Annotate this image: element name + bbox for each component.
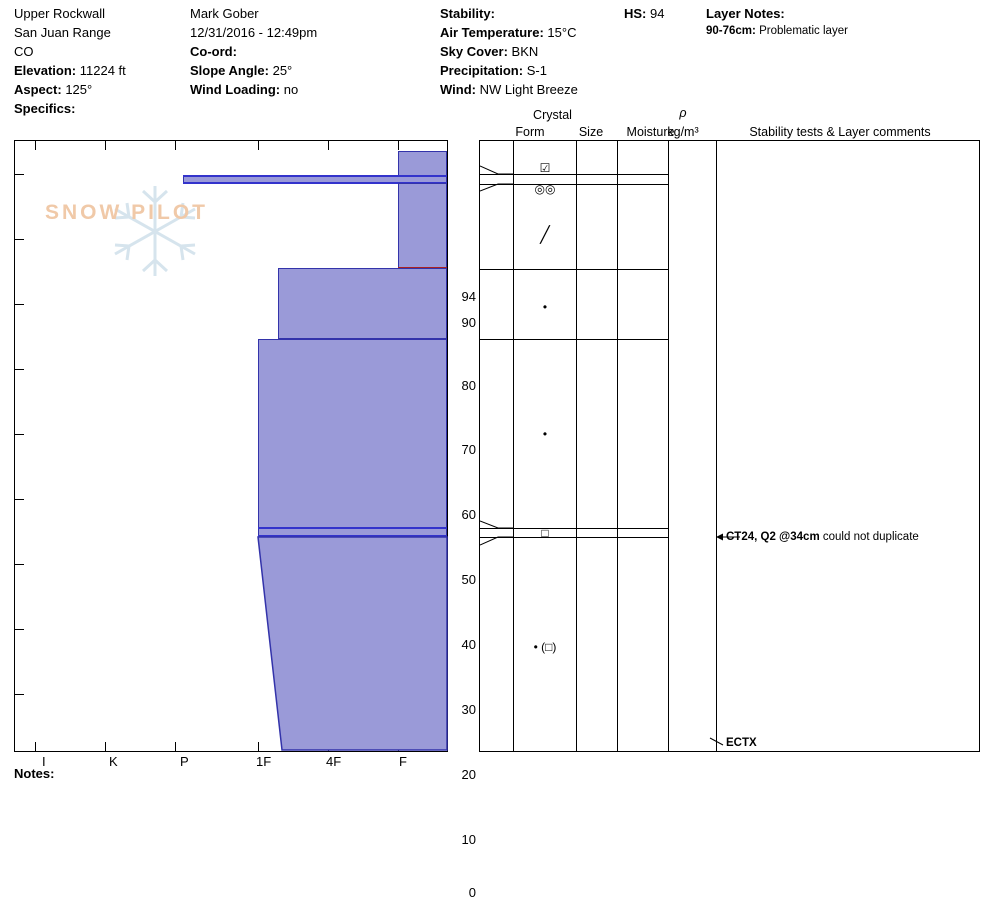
depth-tick-label: 60 bbox=[461, 507, 476, 522]
moisture-header-label: Moisture bbox=[626, 125, 675, 139]
table-row-divider bbox=[480, 184, 668, 185]
depth-tick-label: 90 bbox=[461, 315, 476, 330]
coordinates-label: Co-ord: bbox=[190, 44, 237, 59]
wind-loading-value: no bbox=[283, 82, 299, 97]
grain-form-symbol: • (□) bbox=[533, 640, 557, 654]
layer-detail-table bbox=[479, 140, 980, 752]
specifics-row bbox=[14, 99, 184, 118]
header-column-weather bbox=[440, 4, 620, 99]
layer-note-text: Problematic layer bbox=[759, 25, 848, 37]
stability-tests-header-label: Stability tests & Layer comments bbox=[749, 125, 931, 139]
table-row-divider bbox=[480, 174, 668, 175]
depth-tick-label: 50 bbox=[461, 572, 476, 587]
form-header-label: Form bbox=[515, 125, 545, 139]
density-symbol-label: ρ bbox=[679, 106, 687, 120]
observation-datetime: 12/31/2016 - 12:49pm bbox=[190, 25, 318, 40]
depth-tick-label: 30 bbox=[461, 702, 476, 717]
grain-form-symbol: • bbox=[542, 427, 548, 441]
precipitation-label: Precipitation: bbox=[440, 63, 524, 78]
observer-name: Mark Gober bbox=[190, 6, 259, 21]
density-units-label: kg/m³ bbox=[667, 125, 699, 139]
grain-form-symbol: • bbox=[542, 300, 548, 314]
grain-form-symbol: □ bbox=[541, 526, 549, 540]
hardness-tick-label: 1F bbox=[256, 754, 272, 769]
table-row-divider bbox=[480, 269, 668, 270]
wind-loading-label: Wind Loading: bbox=[190, 82, 281, 97]
stability-test-code: ECTX bbox=[726, 737, 757, 749]
elevation-value: 11224 ft bbox=[79, 63, 126, 78]
table-column-divider bbox=[576, 141, 577, 751]
layer-note-range: 90-76cm: bbox=[706, 25, 756, 37]
wind-label: Wind: bbox=[440, 82, 476, 97]
grain-form-symbol: ☑ bbox=[539, 161, 551, 175]
aspect-row bbox=[14, 80, 184, 99]
aspect-value: 125° bbox=[65, 82, 93, 97]
coordinates-row bbox=[190, 42, 440, 61]
table-column-divider bbox=[668, 141, 669, 751]
hardness-tick-label: 4F bbox=[326, 754, 342, 769]
size-header-label: Size bbox=[578, 125, 604, 139]
hardness-tick-label: I bbox=[42, 754, 46, 769]
sky-cover-row bbox=[440, 42, 620, 61]
hardness-tick-label: F bbox=[399, 754, 407, 769]
sky-cover-value: BKN bbox=[511, 44, 539, 59]
precipitation-row bbox=[440, 61, 620, 80]
snow-height-label: HS: bbox=[624, 6, 647, 21]
slope-angle-value: 25° bbox=[272, 63, 293, 78]
table-column-divider bbox=[716, 141, 717, 751]
depth-tick-label: 94 bbox=[461, 289, 476, 304]
hardness-axis bbox=[14, 754, 448, 772]
elevation-row bbox=[14, 61, 184, 80]
slope-angle-label: Slope Angle: bbox=[190, 63, 269, 78]
header-column-observer bbox=[190, 4, 440, 99]
sky-cover-label: Sky Cover: bbox=[440, 44, 508, 59]
elevation-label: Elevation: bbox=[14, 63, 77, 78]
table-row-divider bbox=[480, 528, 668, 529]
air-temperature-value: 15°C bbox=[547, 25, 577, 40]
slope-angle-row bbox=[190, 61, 440, 80]
wind-loading-row bbox=[190, 80, 440, 99]
notes-label: Notes: bbox=[14, 766, 55, 781]
specifics-label: Specifics: bbox=[14, 101, 76, 116]
depth-tick-label: 70 bbox=[461, 442, 476, 457]
pit-header bbox=[0, 0, 994, 118]
crystal-header-label: Crystal bbox=[533, 108, 572, 122]
aspect-label: Aspect: bbox=[14, 82, 62, 97]
depth-tick-label: 10 bbox=[461, 832, 476, 847]
depth-tick-label: 40 bbox=[461, 637, 476, 652]
table-row-divider bbox=[480, 537, 668, 538]
air-temperature-row bbox=[440, 23, 620, 42]
header-column-layer-notes bbox=[706, 4, 986, 39]
stability-label: Stability: bbox=[440, 6, 495, 21]
snow-height-row bbox=[624, 4, 704, 23]
mountain-range: San Juan Range bbox=[14, 25, 111, 40]
snowpilot-watermark-text: SNOW PILOT bbox=[45, 201, 208, 224]
hardness-tick-label: K bbox=[109, 754, 118, 769]
grain-form-symbol: ◎◎ bbox=[534, 182, 556, 196]
stability-test-note: could not duplicate bbox=[822, 531, 919, 543]
layer-note-item bbox=[706, 23, 986, 39]
grain-form-symbol: ╱ bbox=[540, 227, 550, 244]
precipitation-value: S-1 bbox=[526, 63, 547, 78]
snow-profile-plot bbox=[14, 140, 448, 752]
stability-row bbox=[440, 4, 620, 23]
stability-test-code: CT24, Q2 @34cm bbox=[726, 531, 820, 543]
bottom-layer-wedge bbox=[15, 141, 449, 753]
table-row-divider bbox=[480, 339, 668, 340]
layer-notes-label: Layer Notes: bbox=[706, 6, 785, 21]
wind-row bbox=[440, 80, 620, 99]
header-column-hs bbox=[624, 4, 704, 23]
snow-height-value: 94 bbox=[650, 6, 665, 21]
wind-value: NW Light Breeze bbox=[479, 82, 578, 97]
depth-axis bbox=[449, 140, 479, 900]
location-name: Upper Rockwall bbox=[14, 6, 106, 21]
air-temperature-label: Air Temperature: bbox=[440, 25, 544, 40]
table-column-divider bbox=[513, 141, 514, 751]
depth-tick-label: 20 bbox=[461, 767, 476, 782]
header-column-location bbox=[14, 4, 184, 118]
hardness-tick-label: P bbox=[180, 754, 189, 769]
depth-tick-label: 80 bbox=[461, 378, 476, 393]
state: CO bbox=[14, 44, 34, 59]
table-column-divider bbox=[617, 141, 618, 751]
stability-test-comment bbox=[726, 531, 919, 543]
depth-tick-label: 0 bbox=[468, 885, 476, 900]
